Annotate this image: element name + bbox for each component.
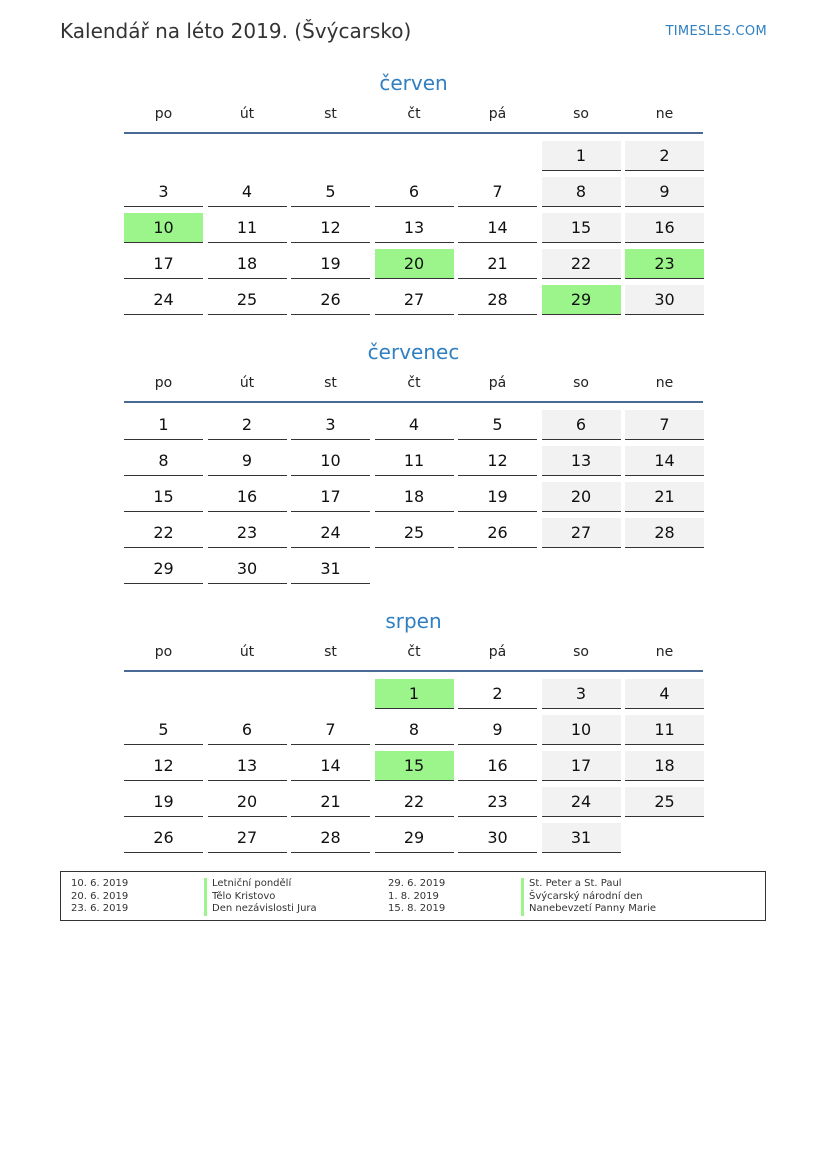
weekday-label: čt bbox=[407, 375, 421, 391]
day-cell: 15 bbox=[124, 482, 203, 512]
day-cell: 9 bbox=[208, 446, 287, 476]
weekday-header bbox=[124, 373, 703, 403]
day-cell: 6 bbox=[542, 410, 621, 440]
day-cell: 19 bbox=[458, 482, 537, 512]
month-title: srpen bbox=[385, 609, 442, 633]
day-cell: 4 bbox=[375, 410, 454, 440]
day-cell: 25 bbox=[625, 787, 704, 817]
day-cell: 31 bbox=[291, 554, 370, 584]
day-cell: 14 bbox=[291, 751, 370, 781]
day-cell: 11 bbox=[208, 213, 287, 243]
day-cell: 2 bbox=[208, 410, 287, 440]
month-2 bbox=[124, 337, 703, 578]
day-cell: 2 bbox=[625, 141, 704, 171]
day-cell: 5 bbox=[124, 715, 203, 745]
day-cell: 15 bbox=[542, 213, 621, 243]
weekday-label: ne bbox=[655, 375, 674, 391]
month-title: červen bbox=[379, 71, 448, 95]
day-cell: 7 bbox=[291, 715, 370, 745]
day-cell: 18 bbox=[208, 249, 287, 279]
day-cell: 27 bbox=[542, 518, 621, 548]
day-cell: 11 bbox=[625, 715, 704, 745]
day-cell: 29 bbox=[375, 823, 454, 853]
day-cell: 19 bbox=[291, 249, 370, 279]
weekday-label: so bbox=[573, 375, 589, 391]
month-1 bbox=[124, 68, 703, 309]
legend-holiday-name: St. Peter a St. Paul bbox=[521, 878, 622, 891]
day-cell: 6 bbox=[208, 715, 287, 745]
weekday-label: pá bbox=[488, 644, 507, 660]
day-cell: 22 bbox=[124, 518, 203, 548]
weekday-label: so bbox=[573, 106, 589, 122]
day-cell: 24 bbox=[124, 285, 203, 315]
day-cell: 11 bbox=[375, 446, 454, 476]
day-cell: 25 bbox=[375, 518, 454, 548]
brand-link[interactable]: TIMESLES.COM bbox=[665, 24, 767, 39]
weekday-label: pá bbox=[488, 106, 507, 122]
day-cell: 1 bbox=[542, 141, 621, 171]
holiday-day-cell: 29 bbox=[542, 285, 621, 315]
day-cell: 31 bbox=[542, 823, 621, 853]
weekday-label: čt bbox=[407, 106, 421, 122]
legend-row bbox=[388, 891, 758, 904]
legend-holiday-name: Tělo Kristovo bbox=[204, 891, 275, 904]
day-cell: 13 bbox=[375, 213, 454, 243]
day-cell: 5 bbox=[458, 410, 537, 440]
day-cell: 1 bbox=[124, 410, 203, 440]
day-cell: 12 bbox=[124, 751, 203, 781]
weekday-label: čt bbox=[407, 644, 421, 660]
day-cell: 7 bbox=[458, 177, 537, 207]
legend-date: 29. 6. 2019 bbox=[388, 878, 446, 889]
weekday-label: út bbox=[239, 106, 255, 122]
day-cell: 26 bbox=[458, 518, 537, 548]
day-cell: 14 bbox=[458, 213, 537, 243]
day-cell: 21 bbox=[291, 787, 370, 817]
day-cell: 26 bbox=[291, 285, 370, 315]
day-cell: 14 bbox=[625, 446, 704, 476]
day-cell: 9 bbox=[458, 715, 537, 745]
day-cell: 30 bbox=[208, 554, 287, 584]
day-cell: 2 bbox=[458, 679, 537, 709]
day-cell: 9 bbox=[625, 177, 704, 207]
weekday-label: st bbox=[324, 106, 337, 122]
legend-date: 10. 6. 2019 bbox=[71, 878, 129, 889]
legend-row bbox=[71, 891, 391, 904]
day-cell: 13 bbox=[208, 751, 287, 781]
weekday-label: út bbox=[239, 644, 255, 660]
day-cell: 16 bbox=[625, 213, 704, 243]
day-cell: 17 bbox=[291, 482, 370, 512]
day-cell: 19 bbox=[124, 787, 203, 817]
day-cell: 10 bbox=[542, 715, 621, 745]
day-cell: 27 bbox=[208, 823, 287, 853]
day-cell: 22 bbox=[375, 787, 454, 817]
weekday-label: po bbox=[154, 375, 173, 391]
weekday-label: st bbox=[324, 644, 337, 660]
holiday-day-cell: 1 bbox=[375, 679, 454, 709]
day-cell: 16 bbox=[208, 482, 287, 512]
legend-date: 20. 6. 2019 bbox=[71, 890, 129, 902]
month-title: červenec bbox=[367, 340, 460, 364]
legend-row bbox=[71, 878, 391, 891]
weekday-label: po bbox=[154, 644, 173, 660]
day-cell: 30 bbox=[625, 285, 704, 315]
weekday-header bbox=[124, 642, 703, 672]
day-cell: 7 bbox=[625, 410, 704, 440]
legend-holiday-name: Švýcarský národní den bbox=[521, 891, 643, 904]
day-cell: 23 bbox=[208, 518, 287, 548]
weekday-label: ne bbox=[655, 106, 674, 122]
day-cell: 4 bbox=[208, 177, 287, 207]
day-cell: 3 bbox=[291, 410, 370, 440]
legend-date: 1. 8. 2019 bbox=[388, 890, 439, 902]
day-cell: 20 bbox=[208, 787, 287, 817]
day-cell: 24 bbox=[291, 518, 370, 548]
day-cell: 26 bbox=[124, 823, 203, 853]
day-cell: 8 bbox=[542, 177, 621, 207]
day-cell: 5 bbox=[291, 177, 370, 207]
page-title: Kalendář na léto 2019. (Švýcarsko) bbox=[60, 19, 412, 43]
day-cell: 4 bbox=[625, 679, 704, 709]
weekday-label: pá bbox=[488, 375, 507, 391]
day-cell: 13 bbox=[542, 446, 621, 476]
day-cell: 21 bbox=[625, 482, 704, 512]
day-cell: 29 bbox=[124, 554, 203, 584]
day-cell: 28 bbox=[458, 285, 537, 315]
holiday-day-cell: 23 bbox=[625, 249, 704, 279]
day-cell: 28 bbox=[625, 518, 704, 548]
legend-row bbox=[388, 903, 758, 916]
day-cell: 24 bbox=[542, 787, 621, 817]
day-cell: 3 bbox=[542, 679, 621, 709]
holiday-day-cell: 20 bbox=[375, 249, 454, 279]
day-cell: 12 bbox=[291, 213, 370, 243]
day-cell: 25 bbox=[208, 285, 287, 315]
day-cell: 20 bbox=[542, 482, 621, 512]
day-cell: 18 bbox=[375, 482, 454, 512]
weekday-label: ne bbox=[655, 644, 674, 660]
legend-row bbox=[388, 878, 758, 891]
weekday-label: st bbox=[324, 375, 337, 391]
legend-date: 15. 8. 2019 bbox=[388, 903, 446, 914]
holiday-day-cell: 10 bbox=[124, 213, 203, 243]
legend-holiday-name: Nanebevzetí Panny Marie bbox=[521, 903, 656, 916]
weekday-label: út bbox=[239, 375, 255, 391]
day-cell: 27 bbox=[375, 285, 454, 315]
day-cell: 17 bbox=[542, 751, 621, 781]
holiday-legend bbox=[60, 871, 766, 921]
legend-column-right bbox=[388, 878, 758, 916]
day-cell: 10 bbox=[291, 446, 370, 476]
day-cell: 6 bbox=[375, 177, 454, 207]
day-cell: 8 bbox=[124, 446, 203, 476]
weekday-label: po bbox=[154, 106, 173, 122]
day-cell: 8 bbox=[375, 715, 454, 745]
day-cell: 17 bbox=[124, 249, 203, 279]
legend-holiday-name: Den nezávislosti Jura bbox=[204, 903, 317, 916]
legend-row bbox=[71, 903, 391, 916]
day-cell: 30 bbox=[458, 823, 537, 853]
day-cell: 18 bbox=[625, 751, 704, 781]
day-cell: 22 bbox=[542, 249, 621, 279]
day-cell: 21 bbox=[458, 249, 537, 279]
day-cell: 23 bbox=[458, 787, 537, 817]
holiday-day-cell: 15 bbox=[375, 751, 454, 781]
weekday-label: so bbox=[573, 644, 589, 660]
legend-column-left bbox=[71, 878, 391, 916]
day-cell: 16 bbox=[458, 751, 537, 781]
weekday-header bbox=[124, 104, 703, 134]
day-cell: 12 bbox=[458, 446, 537, 476]
day-cell: 3 bbox=[124, 177, 203, 207]
day-cell: 28 bbox=[291, 823, 370, 853]
month-3 bbox=[124, 606, 703, 847]
legend-date: 23. 6. 2019 bbox=[71, 903, 129, 914]
legend-holiday-name: Letniční pondělí bbox=[204, 878, 291, 891]
